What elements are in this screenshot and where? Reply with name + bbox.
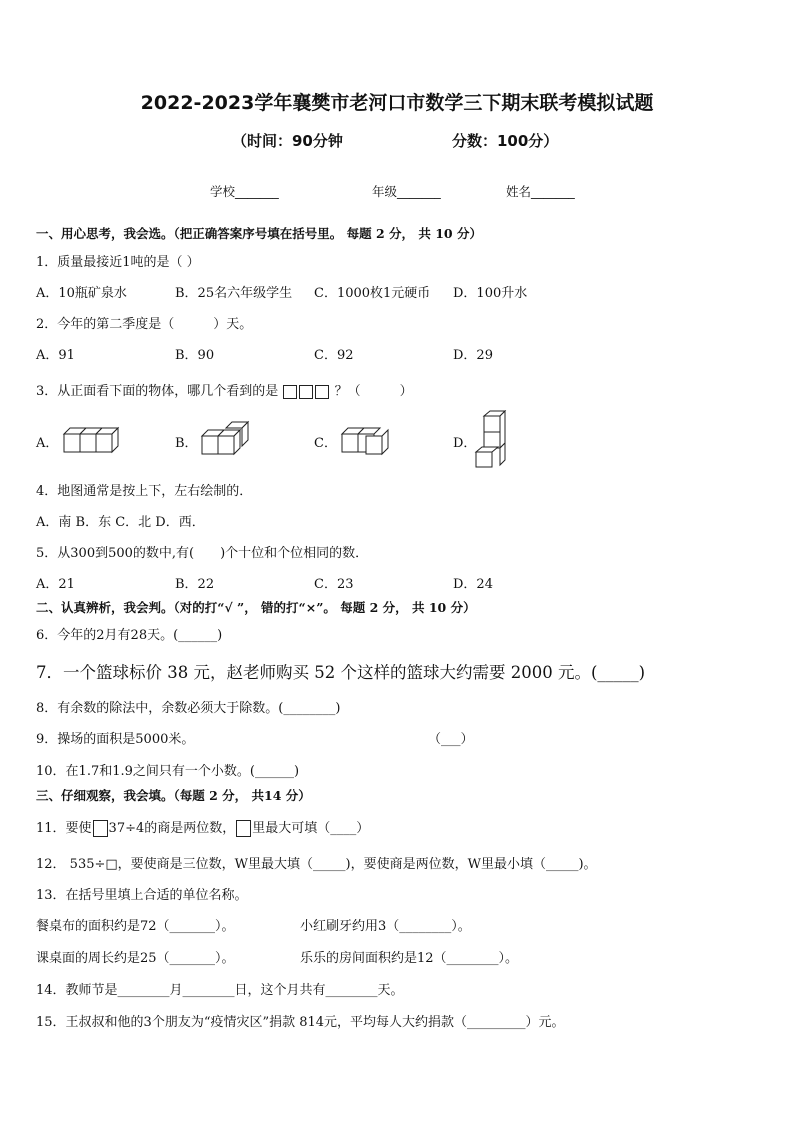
q1-option-a: A．10瓶矿泉水: [36, 286, 127, 301]
q3-text: 3．从正面看下面的物体，哪几个看到的是: [36, 384, 279, 399]
q3-option-a: A．: [36, 436, 59, 451]
q3-option-c: C．: [314, 436, 337, 451]
exam-time: （时间：90分钟: [232, 132, 343, 150]
question-4: 4．地图通常是按上下，左右绘制的．: [36, 484, 253, 499]
question-8: 8．有余数的除法中，余数必须大于除数。(________): [36, 701, 341, 716]
section-2-heading: 二、认真辨析，我会判。（对的打“√ ”， 错的打“×”。 每题 2 分， 共 10 分）: [36, 600, 476, 615]
question-9: 9．操场的面积是5000米。: [36, 732, 195, 747]
box-blank-icon: [93, 820, 108, 837]
question-12: 12． 535÷□，要使商是三位数，W里最大填（_____)，要使商是两位数，W里最小填（_____)。: [36, 857, 597, 872]
q5-option-b: B．22: [175, 577, 215, 592]
q13-item-d: 乐乐的房间面积约是12（________）。: [300, 951, 519, 966]
q2-option-a: A．91: [36, 348, 75, 363]
q4-options: A．南 B．东 C．北 D．西．: [36, 515, 205, 530]
question-5: 5．从300到500的数中,有( )个十位和个位相同的数．: [36, 546, 369, 561]
cube-figure-d-icon: [474, 410, 508, 470]
q5-option-a: A．21: [36, 577, 75, 592]
q3-option-b: B．: [175, 436, 198, 451]
school-field: 学校_______: [210, 184, 279, 199]
question-7: 7．一个篮球标价 38 元，赵老师购买 52 个这样的篮球大约需要 2000 元。(_____): [36, 663, 646, 682]
question-15: 15．王叔叔和他的3个朋友为“疫情灾区”捐款 814元，平均每人大约捐款（_________）元。: [36, 1015, 565, 1030]
question-2: 2．今年的第二季度是（ ）天。: [36, 317, 253, 332]
question-11: [36, 817, 369, 837]
three-squares-icon: [282, 384, 330, 399]
q2-option-b: B．90: [175, 348, 215, 363]
cube-figure-a-icon: [62, 424, 122, 456]
cube-figure-c-icon: [340, 424, 392, 456]
q13-item-c: 课桌面的周长约是25（_______）。: [36, 951, 235, 966]
question-3: [36, 380, 413, 399]
q11-text-pre: 11．要使: [36, 821, 92, 836]
cube-figure-b-icon: [200, 420, 252, 458]
q1-option-c: C．1000枚1元硬币: [314, 286, 431, 301]
box-blank-icon: [236, 820, 251, 837]
question-14: 14．教师节是________月________日，这个月共有________天。: [36, 983, 404, 998]
question-10: 10．在1.7和1.9之间只有一个小数。(______): [36, 764, 300, 779]
page-title: 2022-2023学年襄樊市老河口市数学三下期末联考模拟试题: [140, 92, 654, 114]
q3-option-d: D．: [453, 436, 477, 451]
exam-score: 分数：100分）: [452, 132, 559, 150]
q11-text-mid: 37÷4的商是两位数，: [108, 821, 236, 836]
q5-option-d: D．24: [453, 577, 493, 592]
q3-paren: ？（ ）: [334, 384, 413, 399]
name-field: 姓名_______: [506, 184, 575, 199]
q13-item-b: 小红刷牙约用3（________）。: [300, 919, 471, 934]
question-13: 13．在括号里填上合适的单位名称。: [36, 888, 248, 903]
section-3-heading: 三、仔细观察，我会填。（每题 2 分， 共14 分）: [36, 788, 311, 803]
question-6: 6．今年的2月有28天。(______): [36, 628, 223, 643]
q9-blank: （___）: [428, 732, 474, 747]
q2-option-d: D．29: [453, 348, 493, 363]
q11-text-post: 里最大可填（____）: [252, 821, 370, 836]
q5-option-c: C．23: [314, 577, 354, 592]
q1-option-d: D．100升水: [453, 286, 528, 301]
grade-field: 年级_______: [372, 184, 441, 199]
question-1: 1．质量最接近1吨的是（ ）: [36, 255, 200, 270]
q13-item-a: 餐桌布的面积约是72（_______）。: [36, 919, 235, 934]
q1-option-b: B．25名六年级学生: [175, 286, 293, 301]
section-1-heading: 一、用心思考，我会选。（把正确答案序号填在括号里。 每题 2 分， 共 10 分）: [36, 226, 482, 241]
q2-option-c: C．92: [314, 348, 354, 363]
